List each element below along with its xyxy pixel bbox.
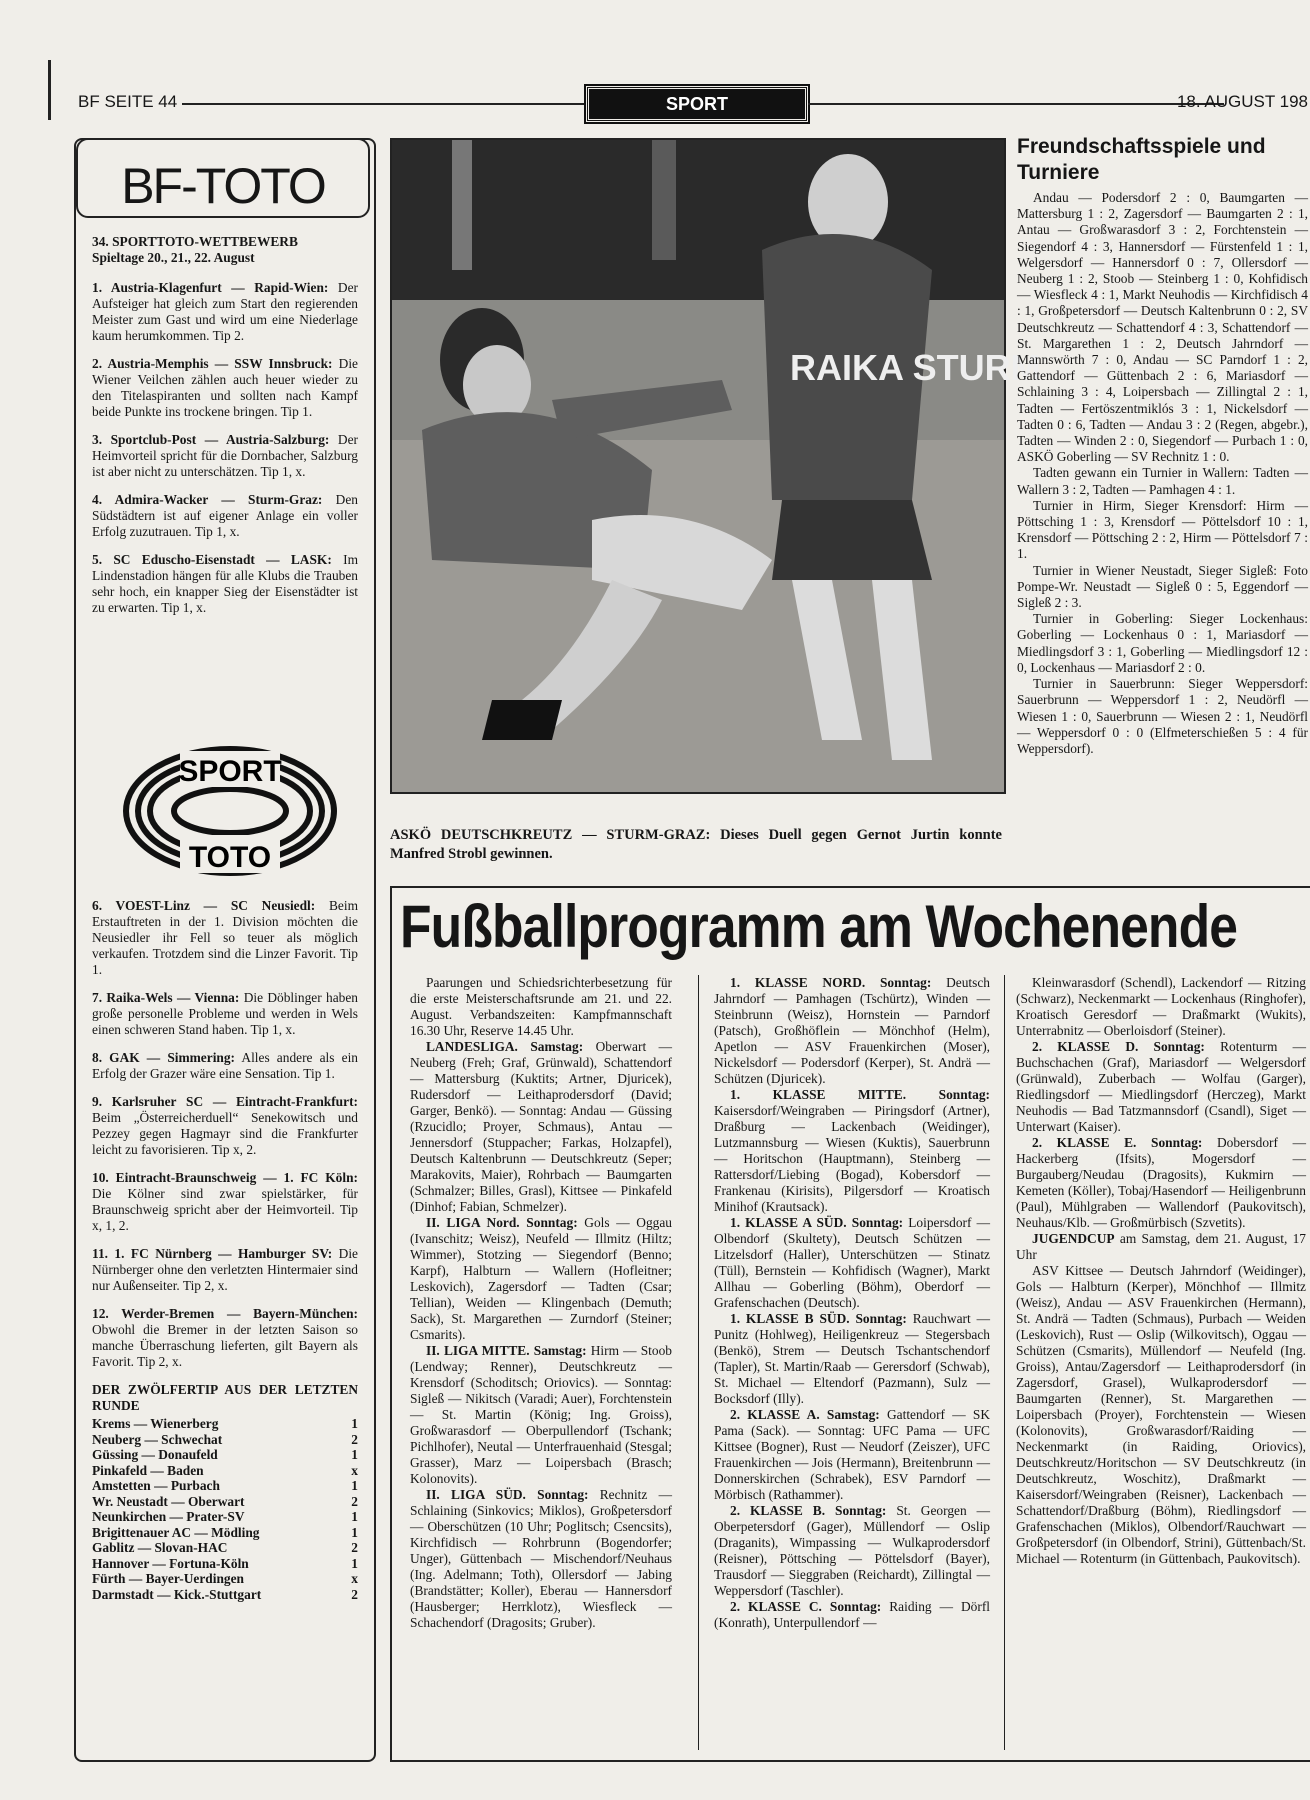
- toto-intro-sub: Spieltage 20., 21., 22. August: [92, 250, 255, 265]
- zwoelfer-row: [92, 1432, 358, 1448]
- programm-paragraph: [714, 1215, 990, 1311]
- programm-fixtures: Dobersdorf — Hackerberg (Ifsits), Mogersdorf — Burgauberg/Neudau (Dragosits), Kukmirn — Kemeten (Köller), Tobaj/Hasendorf — Heiligenbrunn (Paul), Mühlgraben — Wallendorf (Paukovitsch), Neuhaus/Klb. — Großmürbisch (Szvetits).: [1016, 1135, 1306, 1230]
- zwoelfer-row: [92, 1509, 358, 1525]
- toto-tip-text: Die Wiener Veilchen zählen auch heuer wieder zu den Titelaspiranten und sollten nach Kampf beide Punkte ins trockene bringen. Tip 1.: [92, 356, 358, 419]
- toto-tip-text: Die Nürnberger ohne den verletzten Hintermaier sind nur Außenseiter. Tip 2, x.: [92, 1246, 358, 1293]
- programm-paragraph: [1016, 1039, 1306, 1135]
- programm-fixtures: Raiding — Dörfl (Konrath), Unterpullendorf —: [714, 1599, 991, 1630]
- programm-paragraph: [714, 975, 990, 1087]
- programm-column-3: [1016, 975, 1306, 1567]
- friendly-paragraph: Turnier in Wiener Neustadt, Sieger Sigleß: Foto Pompe-Wr. Neustadt — Sigleß 0 : 5, Eggendorf — Sigleß 2 : 3.: [1017, 562, 1308, 611]
- programm-fixtures: Loipersdorf — Olbendorf (Skultety), Deutsch Schützen — Litzelsdorf (Haller), Unterschützen — Stinatz (Tüll), Bernstein — Kohfidisch (Wagner), Markt Allhau — Goberling (Böhm), Oberdorf — Grafenschachen (Deutsch).: [714, 1215, 990, 1310]
- zwoelfer-match: Hannover — Fortuna-Köln: [92, 1555, 249, 1571]
- zwoelfer-match: Pinkafeld — Baden: [92, 1462, 204, 1478]
- margin-mark: [48, 60, 51, 120]
- zwoelfer-match: Brigittenauer AC — Mödling: [92, 1524, 260, 1540]
- toto-tip: [92, 990, 358, 1038]
- programm-column-2: [714, 975, 990, 1631]
- zwoelfer-tip: 1: [351, 1478, 358, 1493]
- programm-fixtures: Rauchwart — Punitz (Hohlweg), Heiligenkreuz — Stegersbach (Benkö), Strem — Deutsch Tschantschendorf (Tapler), St. Martin/Raab — Gerersdorf (Schwab), St. Michael — Eltendorf (Pazmann), Sulz — Bocksdorf (Illy).: [714, 1311, 990, 1406]
- zwoelfer-match: Wr. Neustadt — Oberwart: [92, 1493, 245, 1509]
- programm-league-head: II. LIGA SÜD. Sonntag:: [426, 1487, 589, 1502]
- friendly-paragraph: Tadten gewann ein Turnier in Wallern: Tadten — Wallern 3 : 2, Tadten — Pamhagen 4 : 1.: [1017, 465, 1308, 497]
- programm-league-head: 2. KLASSE B. Sonntag:: [730, 1503, 887, 1518]
- toto-tip-head: 4. Admira-Wacker — Sturm-Graz:: [92, 492, 323, 507]
- programm-fixtures: Hirm — Stoob (Lendway; Renner), Deutschkreutz — Krensdorf (Schoditsch; Oriovics). — Sonntag: Sigleß — Nikitsch (Varadi; Auer), Forchtenstein — St. Martin (König; Ing. Groiss), Großwarasdorf — Oberpullendorf (Tschank; Pichlhofer), Neutal — Unterfrauenhaid (Stesgal; Grasser), Marz — Loipersbach (Brasch; Kolonovits).: [410, 1343, 672, 1486]
- programm-paragraph: [1016, 1263, 1306, 1567]
- zwoelfer-row: [92, 1447, 358, 1463]
- toto-title-block: [74, 138, 372, 216]
- programm-fixtures: Rechnitz — Schlaining (Sinkovics; Miklos), Großpetersdorf — Oberschützen (10 Uhr; Poglitsch; Csencsits), Kirchfidisch — Rohrbrunn (Bogendorfer; Unger), Güttenbach — Mischendorf/Neuhaus (Ing. Adelmann; Toth), Ollersdorf — Jabing (Brandstätter; Koller), Eberau — Hannersdorf (Hausberger; Herrklotz), Wiesfleck — Schachendorf (Dragosits; Gruber).: [410, 1487, 672, 1630]
- sport-toto-logo: [122, 745, 338, 877]
- zwoelfer-row: [92, 1463, 358, 1479]
- zwoelfer-tip: 1: [351, 1416, 358, 1431]
- programm-fixtures: Rotenturm — Buchschachen (Graf), Mariasdorf — Welgersdorf (Grünwald), Zuberbach — Wolfau (Garger), Riedlingsdorf — Miedlingsdorf (Herczeg), Markt Neuhodis — Bad Tatzmannsdorf (Csandl), Siget — Unterwart (Kaiser).: [1016, 1039, 1306, 1134]
- toto-tip-head: 12. Werder-Bremen — Bayern-München:: [92, 1306, 358, 1321]
- programm-paragraph: [1016, 1135, 1306, 1231]
- toto-tip: [92, 1050, 358, 1082]
- programm-title: Fußballprogramm am Wochenende: [400, 893, 1238, 960]
- programm-league-head: JUGENDCUP: [1032, 1231, 1115, 1246]
- zwoelfer-tip: 1: [351, 1447, 358, 1462]
- toto-intro-title: 34. SPORTTOTO-WETTBEWERB: [92, 234, 298, 249]
- toto-tip-text: Der Heimvorteil spricht für die Dornbacher, Salzburg ist aber nicht zu unterschätzen. Tip 1, x.: [92, 432, 358, 479]
- programm-league-head: II. LIGA Nord. Sonntag:: [426, 1215, 578, 1230]
- toto-tip-head: 11. 1. FC Nürnberg — Hamburger SV:: [92, 1246, 333, 1261]
- programm-paragraph: [714, 1503, 990, 1599]
- programm-fixtures: am Samstag, dem 21. August, 17 Uhr: [1016, 1231, 1306, 1262]
- programm-fixtures: St. Georgen — Oberpetersdorf (Gager), Müllendorf — Oslip (Draganits), Wimpassing — Wulkaprodersdorf (Reisner), Pöttsching — Pöttelsdorf (Bayer), Trausdorf — Sieggraben (Reichardt), Zillingtal — Weppersdorf (Taschler).: [714, 1503, 990, 1598]
- toto-tip-text: Die Kölner sind zwar spielstärker, für Braunschweig spricht aber der Heimvorteil. Tip x, 1, 2.: [92, 1186, 358, 1233]
- programm-fixtures: Kleinwarasdorf (Schendl), Lackendorf — Ritzing (Schwarz), Neckenmarkt — Lockenhaus (Ringhofer), Kroatisch Geresdorf — Draßmarkt (Wukits), Unterrabnitz — Oberloisdorf (Steiner).: [1016, 975, 1306, 1038]
- programm-paragraph: [714, 1087, 990, 1215]
- programm-fixtures: ASV Kittsee — Deutsch Jahrndorf (Weidinger), Gols — Halbturn (Kerper), Mönchhof — Illmitz (Weisz), Andau — ASV Frauenkirchen (Hermann), St. Andrä — Tadten (Schmaus), Purbach — Weiden (Leskovich), Rust — Oslip (Wilkovitsch), Oggau — Schützen (Csmarits), Müllendorf — Neufeld (Ing. Groiss), Antau/Zagersdorf — Leithaprodersdorf (in Zagersdorf, Grasel), Wulkaprodersdorf — Baumgarten (Renner), St. Margarethen — Loipersbach (Proyer), Forchtenstein — Wiesen (Kolonovits), Großwarasdorf/Raiding — Neckenmarkt (in Raiding, Oriovics), Deutschkreutz/Horitschon — SV Deutschkreutz (in Deutschkreutz, Woschitz), Draßmarkt — Kaisersdorf/Weingraben (Reisner), Lackenbach — Schattendorf/Draßburg (Böhm), Riedlingsdorf — Grafenschachen (Miklos), Olbendorf/Rauchwart — Großpetersdorf (in Olbendorf, Strini), Güttenbach/St. Michael — Rotenturm (in Güttenbach, Paukovitsch).: [1016, 1263, 1306, 1566]
- toto-tip: [92, 492, 358, 540]
- toto-tip-head: 1. Austria-Klagenfurt — Rapid-Wien:: [92, 280, 329, 295]
- programm-fixtures: Gattendorf — SK Pama (Sack). — Sonntag: UFC Pama — UFC Kittsee (Bogner), Rust — Neudorf (Zeiszer), UFC Frauenkirchen — Jois (Hermann), Breitenbrunn — Donnerskirchen (Schrabek), ESV Parndorf — Mörbisch (Rathammer).: [714, 1407, 990, 1502]
- programm-league-head: 2. KLASSE E. Sonntag:: [1032, 1135, 1203, 1150]
- programm-paragraph: [714, 1407, 990, 1503]
- zwoelfer-match: Fürth — Bayer-Uerdingen: [92, 1571, 244, 1586]
- programm-league-head: 1. KLASSE NORD. Sonntag:: [730, 975, 932, 990]
- programm-paragraph: [1016, 975, 1306, 1039]
- toto-column-bottom: [92, 898, 358, 1602]
- toto-tip-text: Obwohl die Bremer in der letzten Saison so manche Überraschung lieferten, gilt Bayern als Favorit. Tip 2, x.: [92, 1322, 358, 1369]
- programm-fixtures: Paarungen und Schiedsrichterbesetzung für die erste Meisterschaftsrunde am 21. und 22. August. Verbandszeiten: Kampfmannschaft 16.30 Uhr, Reserve 14.45 Uhr.: [410, 975, 672, 1038]
- zwoelfer-match: Gablitz — Slovan-HAC: [92, 1540, 228, 1555]
- header-rule-right: [808, 103, 1224, 105]
- programm-paragraph: [714, 1311, 990, 1407]
- programm-fixtures: Kaisersdorf/Weingraben — Piringsdorf (Artner), Draßburg — Lackenbach (Weidinger), Lutzmannsburg — Wiesen (Kuktis), Sauerbrunn — Horitschon (Hauptmann), Steinberg — Rattersdorf/Liebing (Bogad), Kobersdorf — Frankenau (Kirisits), Pilgersdorf — Kroatisch Minihof (Krautsack).: [714, 1103, 990, 1214]
- logo-top-text: SPORT: [178, 755, 282, 788]
- toto-tip-head: 10. Eintracht-Braunschweig — 1. FC Köln:: [92, 1170, 358, 1185]
- friendly-results: [1017, 190, 1308, 757]
- zwoelfer-tip: 2: [351, 1586, 358, 1602]
- programm-divider-2: [1004, 975, 1005, 1750]
- zwoelfer-tip: 1: [351, 1524, 358, 1540]
- programm-paragraph: [410, 1039, 672, 1215]
- zwoelfer-match: Darmstadt — Kick.-Stuttgart: [92, 1586, 262, 1602]
- zwoelfer-tip: 2: [351, 1431, 358, 1447]
- programm-league-head: 1. KLASSE MITTE. Sonntag:: [730, 1087, 990, 1102]
- toto-tip-head: 6. VOEST-Linz — SC Neusiedl:: [92, 898, 316, 913]
- zwoelfer-match: Amstetten — Purbach: [92, 1478, 220, 1493]
- zwoelfer-row: [92, 1525, 358, 1541]
- zwoelfer-tip: 1: [351, 1509, 358, 1524]
- toto-tip-text: Beim „Österreicherduell“ Senekowitsch und Pezzey gegen Hagmayr sind die Frankfurter leicht zu favorisieren. Tip x, 2.: [92, 1110, 358, 1157]
- toto-tip-text: Alles andere als ein Erfolg der Grazer wäre eine Sensation. Tip 1.: [92, 1050, 358, 1081]
- toto-tips-list-a: [92, 280, 358, 616]
- toto-tip-head: 5. SC Eduscho-Eisenstadt — LASK:: [92, 552, 332, 567]
- zwoelfer-tip: 2: [351, 1540, 358, 1555]
- photo-caption: ASKÖ DEUTSCHKREUTZ — STURM-GRAZ: Dieses Duell gegen Gernot Jurtin konnte Manfred Strobl gewinnen.: [390, 827, 1002, 862]
- page-number: BF SEITE 44: [78, 92, 178, 111]
- zwoelfer-row: [92, 1494, 358, 1510]
- shirt-text: RAIKA STURM: [790, 347, 1041, 388]
- programm-paragraph: [410, 1215, 672, 1343]
- programm-league-head: 1. KLASSE A SÜD. Sonntag:: [730, 1215, 904, 1230]
- toto-tip-text: Die Döblinger haben große personelle Probleme und werden in Wels einen schweren Stand haben. Tip 1, x.: [92, 990, 358, 1037]
- toto-column-top: [92, 234, 358, 628]
- programm-fixtures: Oberwart — Neuberg (Freh; Graf, Grünwald), Schattendorf — Mattersburg (Kuktits; Artner, Djuricek), Rudersdorf — Leithaprodersdorf (David; Garger, Benkö). — Sonntag: Andau — Güssing (Rzucidlo; Proyer, Schmaus), Antau — Jennersdorf (Stuppacher; Farkas, Holzapfel), Deutsch Kaltenbrunn — Deutschkreutz (Seper; Marakovits, Maier), Rohrbach — Baumgarten (Schmalzer; Billes, Grasl), Kittsee — Pinkafeld (Dinhof; Fabian, Schmelzer).: [410, 1039, 672, 1214]
- programm-paragraph: [1016, 1231, 1306, 1263]
- programm-paragraph: [410, 1343, 672, 1487]
- programm-divider-1: [698, 975, 699, 1750]
- zwoelfer-row: [92, 1478, 358, 1494]
- toto-title: BF-TOTO: [121, 158, 325, 214]
- toto-tip-head: 7. Raika-Wels — Vienna:: [92, 990, 240, 1005]
- programm-paragraph: [714, 1599, 990, 1631]
- zwoelfer-tip: x: [351, 1571, 358, 1586]
- programm-fixtures: Deutsch Jahrndorf — Pamhagen (Tschürtz), Winden — Steinbrunn (Weisz), Hornstein — Parndorf (Patsch), Großhöflein — Mönchhof (Helm), Apetlon — ASV Frauenkirchen (Moser), Nickelsdorf — Podersdorf (Kerper), St. Andrä — Schützen (Djuricek).: [714, 975, 990, 1086]
- zwoelfer-match: Neuberg — Schwechat: [92, 1431, 223, 1447]
- friendly-paragraph: Turnier in Sauerbrunn: Sieger Weppersdorf: Sauerbrunn — Weppersdorf 1 : 2, Neudörfl — Wiesen 1 : 0, Sauerbrunn — Wiesen 2 : 1, Neudörfl — Weppersdorf 0 : 0 (Elfmeterschießen 5 : 4 für Weppersdorf).: [1017, 676, 1308, 756]
- toto-tip: [92, 280, 358, 344]
- toto-tip: [92, 1094, 358, 1158]
- toto-tip-head: 2. Austria-Memphis — SSW Innsbruck:: [92, 356, 333, 371]
- toto-tip: [92, 1170, 358, 1234]
- toto-tip: [92, 1246, 358, 1294]
- toto-tip-text: Der Aufsteiger hat gleich zum Start den regierenden Meister zum Gast und wird um eine Niederlage kaum herumkommen. Tip 2.: [92, 280, 359, 343]
- zwoelfer-match: Neunkirchen — Prater-SV: [92, 1509, 245, 1524]
- friendly-paragraph: Turnier in Goberling: Sieger Lockenhaus: Goberling — Lockenhaus 0 : 1, Mariasdorf — Miedlingsdorf 3 : 1, Goberling — Miedlingsdorf 12 : 0, Lockenhaus — Mariasdorf 2 : 0.: [1017, 611, 1308, 675]
- issue-date: 18. AUGUST 198: [1176, 92, 1308, 111]
- header-rule-left: [182, 103, 584, 105]
- programm-fixtures: Gols — Oggau (Ivanschitz; Weisz), Neufeld — Illmitz (Hiltz; Wimmer), Stotzing — Siegendorf (Benno; Karpf), Halbturn — Wallern (Hofleitner; Leskovich), Zagersdorf — Tadten (Csar; Tellian), Weiden — Klingenbach (Demuth; Sack), St. Margarethen — Zurndorf (Steiner; Csmarits).: [410, 1215, 672, 1342]
- toto-tip: [92, 1306, 358, 1370]
- zwoelfer-table: [92, 1416, 358, 1602]
- section-label: SPORT: [586, 86, 808, 122]
- friendly-paragraph: Andau — Podersdorf 2 : 0, Baumgarten — Mattersburg 1 : 2, Zagersdorf — Baumgarten 2 : 1, Antau — Großwarasdorf 3 : 2, Forchtenstein — Siegendorf 4 : 3, Hannersdorf — Fürstenfeld 1 : 1, Welgersdorf — Hannersdorf 0 : 7, Ollersdorf — Neuberg 1 : 2, Stoob — Steinberg 1 : 0, Kohfidisch — Wiesfleck 4 : 1, Markt Neuhodis — Kirchfidisch 4 : 1, Großpetersdorf — Deutsch Kaltenbrunn 0 : 2, SV Deutschkreutz — Schattendorf 4 : 3, Schattendorf — St. Margarethen 1 : 2, Deutsch Jahrndorf — Mannswörth 7 : 0, Andau — SC Parndorf 1 : 2, Gattendorf — Güttenbach 2 : 6, Mariasdorf — Schlaining 3 : 4, Loipersbach — Zillingtal 2 : 1, Tadten — Fertöszentmiklós 3 : 1, Nickelsdorf — Tadten 0 : 6, Tadten — Andau 3 : 2 (Regen, abgebr.), Tadten — Winden 2 : 0, Siegendorf — Purbach 1 : 0, ASKÖ Goberling — SV Rechnitz 1 : 0.: [1017, 190, 1308, 465]
- zwoelfer-row: [92, 1571, 358, 1587]
- zwoelfer-match: Krems — Wienerberg: [92, 1416, 219, 1431]
- zwoelfer-tip: 1: [351, 1555, 358, 1571]
- toto-tip-head: 9. Karlsruher SC — Eintracht-Frankfurt:: [92, 1094, 358, 1109]
- toto-tips-list-b: [92, 898, 358, 1370]
- zwoelfer-row: [92, 1556, 358, 1572]
- toto-tip-text: Beim Erstauftreten in der 1. Division möchten die Neusiedler ihr Fell so teuer als möglich verkaufen. Trotzdem sind die Linzer Favorit. Tip 1.: [92, 898, 359, 977]
- zwoelfer-tip: x: [351, 1462, 358, 1478]
- match-photo: [390, 138, 1041, 794]
- toto-tip: [92, 552, 358, 616]
- logo-bottom-text: TOTO: [188, 841, 272, 874]
- friendly-paragraph: Turnier in Hirm, Sieger Krensdorf: Hirm — Pöttsching 1 : 3, Krensdorf — Pöttelsdorf 10 : 1, Krensdorf — Pöttsching 2 : 2, Hirm — Pöttelsdorf 7 : 1.: [1017, 497, 1308, 562]
- zwoelfer-tip: 2: [351, 1493, 358, 1509]
- programm-column-1: [410, 975, 672, 1631]
- friendly-title: Freundschaftsspiele und Turniere: [1017, 135, 1266, 184]
- programm-league-head: 1. KLASSE B SÜD. Sonntag:: [730, 1311, 907, 1326]
- friendly-column: [1017, 190, 1308, 757]
- programm-league-head: II. LIGA MITTE. Samstag:: [426, 1343, 587, 1358]
- toto-tip-text: Im Lindenstadion hängen für alle Klubs die Trauben sehr hoch, ein knapper Sieg der Eisenstädter ist zu erwarten. Tip 1, x.: [92, 552, 358, 615]
- zwoelfer-row: [92, 1540, 358, 1556]
- programm-paragraph: [410, 975, 672, 1039]
- zwoelfer-row: [92, 1416, 358, 1432]
- programm-league-head: 2. KLASSE C. Sonntag:: [730, 1599, 882, 1614]
- zwoelfer-title: DER ZWÖLFERTIP AUS DER LETZTEN RUNDE: [92, 1382, 358, 1413]
- toto-tip: [92, 898, 358, 978]
- toto-tip-head: 3. Sportclub-Post — Austria-Salzburg:: [92, 432, 330, 447]
- zwoelfer-match: Güssing — Donaufeld: [92, 1447, 218, 1462]
- toto-tip-text: Den Südstädtern ist auf eigener Anlage ein voller Erfolg zuzutrauen. Tip 1, x.: [92, 492, 358, 539]
- zwoelfer-row: [92, 1587, 358, 1603]
- toto-tip-head: 8. GAK — Simmering:: [92, 1050, 236, 1065]
- toto-tip: [92, 432, 358, 480]
- programm-league-head: 2. KLASSE D. Sonntag:: [1032, 1039, 1205, 1054]
- programm-league-head: 2. KLASSE A. Samstag:: [730, 1407, 880, 1422]
- page-header: [70, 92, 1308, 116]
- programm-league-head: LANDESLIGA. Samstag:: [426, 1039, 584, 1054]
- toto-tip: [92, 356, 358, 420]
- programm-paragraph: [410, 1487, 672, 1631]
